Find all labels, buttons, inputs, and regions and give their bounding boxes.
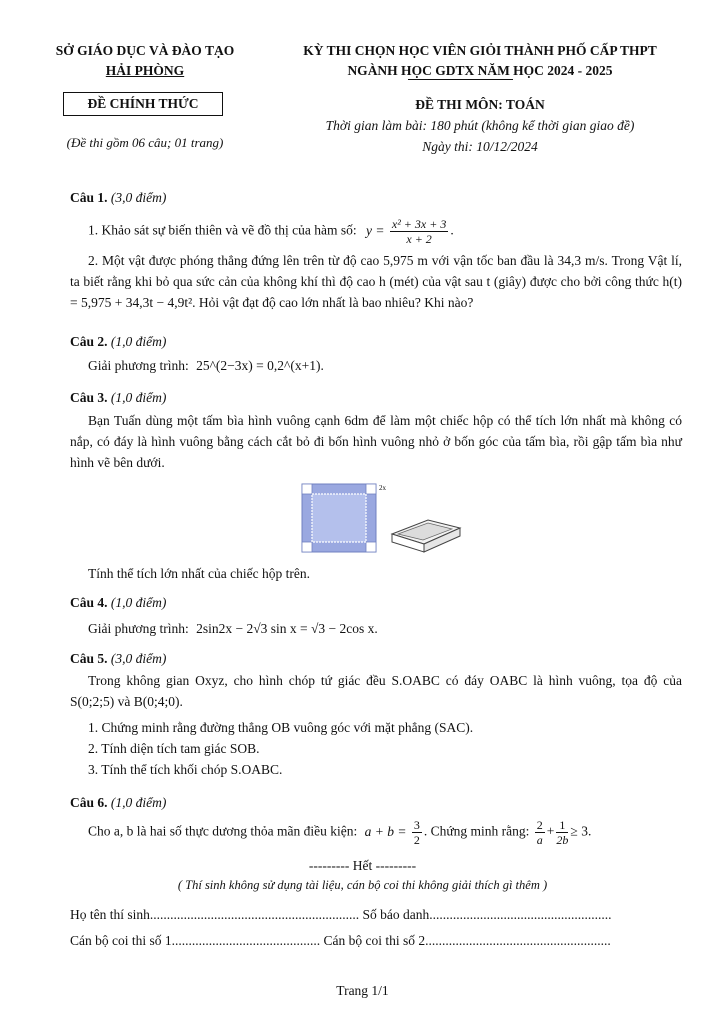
q3-question: Tính thể tích lớn nhất của chiếc hộp trên.	[88, 566, 310, 581]
department-line1: SỞ GIÁO DỤC VÀ ĐÀO TẠO	[55, 43, 235, 58]
q6-condition-fraction: $\frac{3}{2}$	[413, 818, 420, 847]
q3-figure-label: 2x	[379, 484, 386, 492]
q6-fraction-1: $\frac{2}{a}$	[536, 818, 543, 847]
department-name	[40, 43, 250, 79]
q4-equation: 2sin2x − 2√3 sin x = √3 − 2cos x.	[196, 621, 378, 636]
q1-fraction: $\frac{\text{x² + 3x + 3}}{x + 2}$	[391, 217, 447, 246]
candidate-line: Họ tên thí sinh.............................................................. Số báo danh......................................................	[70, 907, 612, 922]
q5-item: 2. Tính diện tích tam giác SOB.	[88, 741, 260, 756]
q5-intro: Trong không gian Oxyz, cho hình chóp tứ giác đều S.OABC có đáy OABC là hình vuông, tọa độ của S(0;2;5) và B(0;4;0).	[70, 673, 682, 709]
q1-part2: 2. Một vật được phóng thẳng đứng lên trên từ độ cao 5,975 m với vận tốc ban đầu là 34,3 m/s. Trong Vật lí, ta biết rằng khi bỏ qua sức cản của không khí thì độ cao h (mét) của vật sau t (giây) được cho bởi công thức h(t) = 5,975 + 34,3t − 4,9t². Hỏi vật đạt độ cao lớn nhất là bao nhiêu? Khi nào?	[70, 253, 682, 310]
q3-figure-box	[388, 512, 464, 556]
q2-heading: Câu 2. (1,0 điểm)	[70, 334, 167, 349]
end-marker: --------- Hết ---------	[308, 858, 417, 873]
q5-heading: Câu 5. (3,0 điểm)	[70, 651, 167, 666]
q1-part1: 1. Khảo sát sự biến thiên và vẽ đồ thị của hàm số: y = $\frac{\text{x² + 3x + 3}}{x + 2}$ .	[88, 217, 454, 246]
footer-note: ( Thí sinh không sử dụng tài liệu, cán bộ coi thi không giải thích gì thêm )	[177, 878, 548, 892]
title-underline	[408, 79, 513, 80]
q4-heading: Câu 4. (1,0 điểm)	[70, 595, 167, 610]
subject-title: ĐỀ THI MÔN: TOÁN	[415, 97, 545, 112]
q2-equation: 25^(2−3x) = 0,2^(x+1).	[196, 358, 324, 373]
q5-item: 1. Chứng minh rằng đường thẳng OB vuông góc với mặt phẳng (SAC).	[88, 720, 474, 735]
page-number: Trang 1/1	[336, 983, 389, 998]
q5-items	[88, 717, 688, 780]
exam-title-line1: KỲ THI CHỌN HỌC VIÊN GIỎI THÀNH PHỐ CẤP THPT	[303, 43, 657, 58]
q3-figure-sheet	[300, 482, 390, 554]
q6-fraction-2: $\frac{1}{2b}$	[556, 818, 569, 847]
q2-body: Giải phương trình: 25^(2−3x) = 0,2^(x+1).	[88, 358, 324, 373]
duration: Thời gian làm bài: 180 phút (không kể thời gian giao đề)	[325, 118, 635, 133]
exam-date: Ngày thi: 10/12/2024	[422, 139, 538, 154]
q6-heading: Câu 6. (1,0 điểm)	[70, 795, 167, 810]
q4-body: Giải phương trình: 2sin2x − 2√3 sin x = √3 − 2cos x.	[88, 621, 378, 636]
page-note: (Đề thi gồm 06 câu; 01 trang)	[66, 135, 224, 150]
exam-title	[270, 43, 690, 79]
proctor-line: Cán bộ coi thi số 1............................................ Cán bộ coi thi số 2.......................................................	[70, 933, 611, 948]
q3-body: Bạn Tuấn dùng một tấm bìa hình vuông cạnh 6dm để làm một chiếc hộp có thể tích lớn nhất mà không có nắp, có đáy là hình vuông bằng cách cắt bỏ đi bốn hình vuông nhỏ ở bốn góc của tấm bìa, rồi gập tấm bìa như hình vẽ bên dưới.	[70, 413, 682, 470]
q1-heading: Câu 1. (3,0 điểm)	[70, 190, 167, 205]
official-badge: ĐỀ CHÍNH THỨC	[63, 92, 223, 116]
q5-item: 3. Tính thể tích khối chóp S.OABC.	[88, 762, 283, 777]
exam-title-line2: NGÀNH HỌC GDTX NĂM HỌC 2024 - 2025	[347, 63, 613, 78]
department-line2: HẢI PHÒNG	[105, 63, 185, 78]
q6-body: Cho a, b là hai số thực dương thỏa mãn điều kiện: a + b = $\frac{3}{2}$ . Chứng minh rằng: $\frac{2}{a}$ + $\frac{1}{2b}$ ≥ 3.	[88, 818, 592, 847]
q3-heading: Câu 3. (1,0 điểm)	[70, 390, 167, 405]
